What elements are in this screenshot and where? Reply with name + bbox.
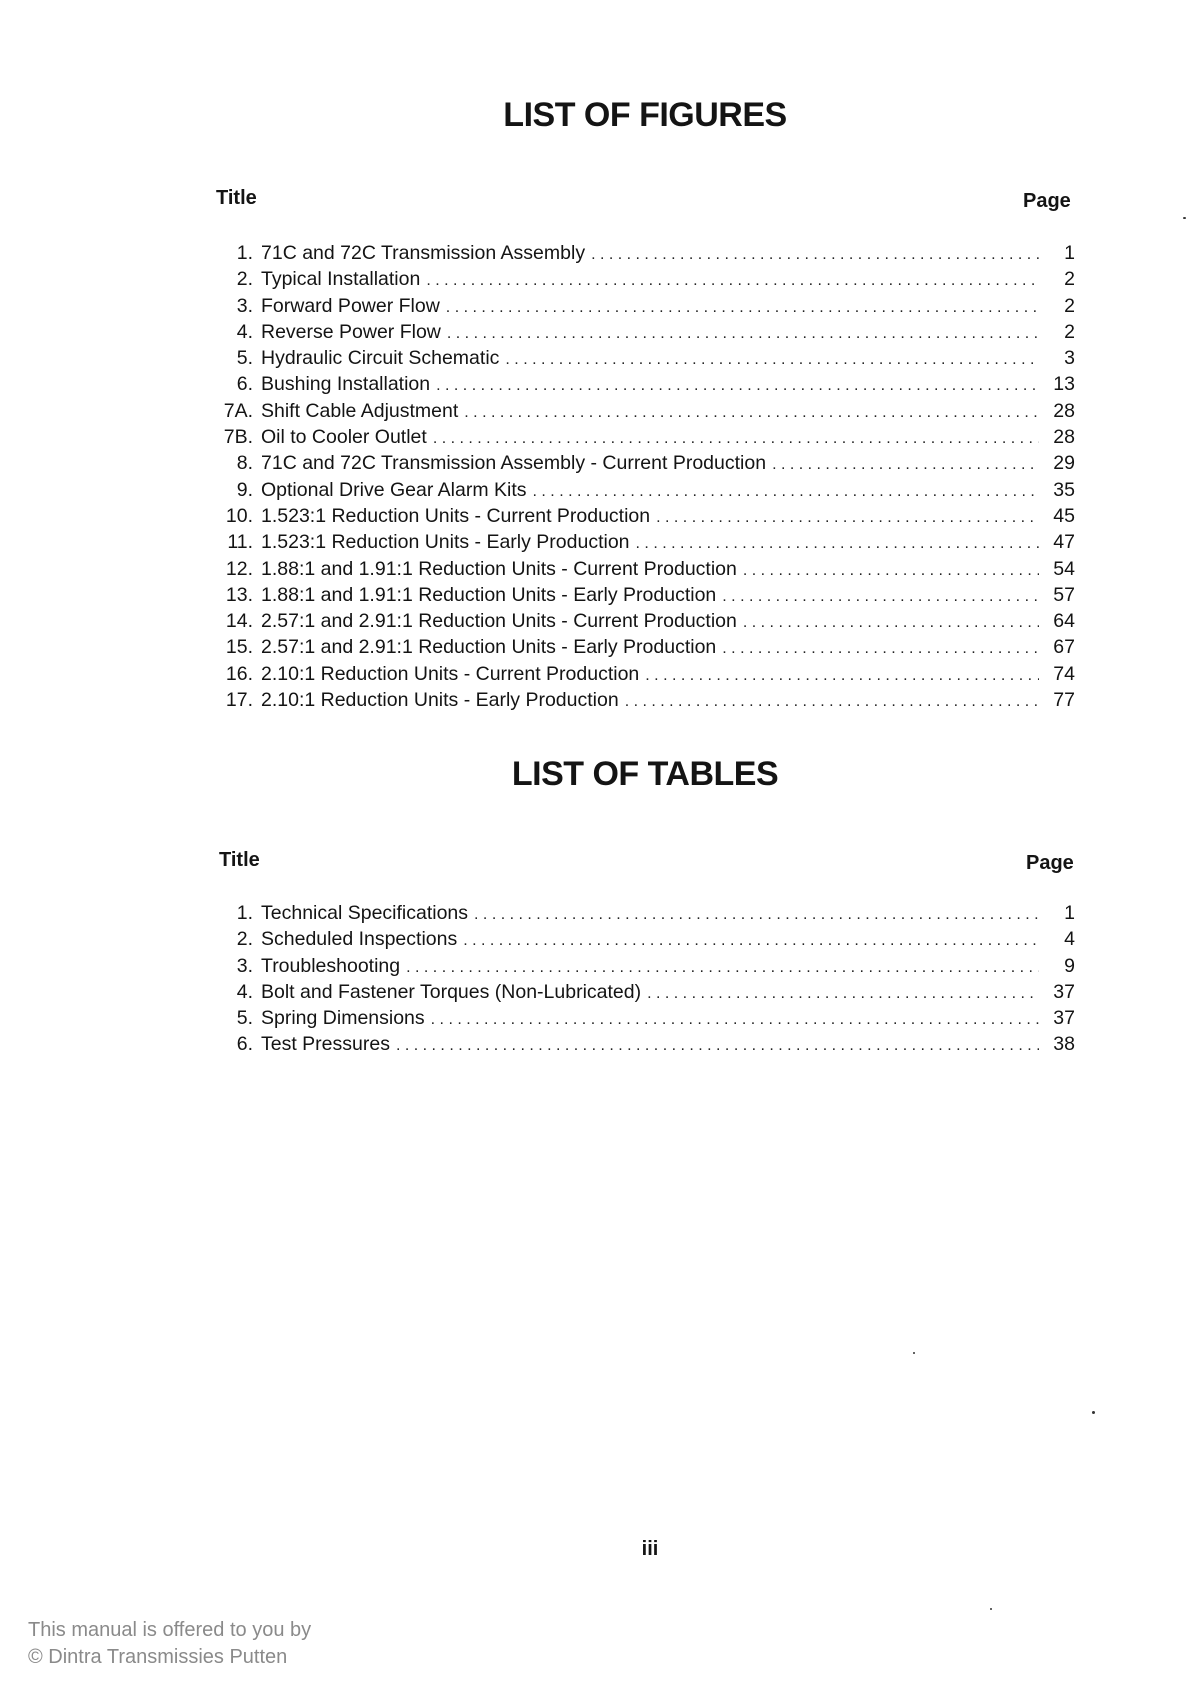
scan-speck: [1183, 217, 1186, 219]
dot-leader: [436, 373, 1039, 399]
list-item: [215, 661, 1075, 687]
list-item: [215, 371, 1075, 397]
entry-number: 12.: [225, 557, 253, 580]
entry-number: 5.: [236, 347, 253, 370]
dot-leader: [474, 902, 1039, 928]
dot-leader: [591, 242, 1039, 268]
entry-page: 13: [1053, 373, 1075, 396]
page-number: iii: [641, 1538, 659, 1560]
entry-page: 67: [1053, 636, 1075, 659]
entry-page: 47: [1053, 531, 1075, 554]
dot-leader: [447, 321, 1039, 347]
entry-number: 9.: [236, 478, 253, 501]
entry-title: 71C and 72C Transmission Assembly - Current Production: [261, 452, 767, 475]
entry-page: 77: [1053, 689, 1075, 712]
dot-leader: [396, 1033, 1039, 1059]
dot-leader: [446, 295, 1039, 321]
entry-page: 9: [1064, 954, 1075, 977]
dot-leader: [647, 981, 1039, 1007]
entry-title: Reverse Power Flow: [261, 320, 441, 343]
dot-leader: [426, 268, 1039, 294]
list-item: [215, 266, 1075, 292]
entry-page: 3: [1064, 347, 1075, 370]
tables-page-column-header: Page: [1026, 852, 1074, 874]
dot-leader: [406, 955, 1039, 981]
entry-page: 2: [1064, 294, 1075, 317]
entry-page: 38: [1053, 1033, 1075, 1056]
entry-page: 4: [1064, 928, 1075, 951]
entry-title: Technical Specifications: [261, 902, 469, 924]
entry-page: 54: [1053, 557, 1075, 580]
entry-title: Scheduled Inspections: [261, 928, 458, 951]
entry-title: 2.10:1 Reduction Units - Early Production: [261, 689, 619, 712]
entry-number: 6.: [236, 1033, 253, 1056]
dot-leader: [636, 531, 1039, 557]
entry-page: 1: [1064, 902, 1075, 924]
entry-number: 7B.: [223, 426, 253, 449]
figures-page-column-header: Page: [1023, 190, 1071, 212]
entry-number: 2.: [236, 268, 253, 291]
tables-title-column-header: Title: [219, 849, 260, 871]
entry-number: 3.: [236, 294, 253, 317]
entry-page: 45: [1053, 504, 1075, 527]
entry-title: 2.10:1 Reduction Units - Current Production: [261, 662, 640, 685]
entry-page: 28: [1053, 426, 1075, 449]
list-item: [215, 582, 1075, 608]
dot-leader: [656, 505, 1039, 531]
entry-number: 17.: [225, 689, 253, 712]
footer-line-1: This manual is offered to you by: [28, 1619, 312, 1641]
list-item: [215, 1031, 1075, 1057]
list-item: [215, 529, 1075, 555]
entry-number: 4.: [236, 320, 253, 343]
scan-speck: [1092, 1411, 1095, 1414]
entry-page: 2: [1064, 320, 1075, 343]
entry-title: Bushing Installation: [261, 373, 431, 396]
list-item: [215, 979, 1075, 1005]
list-item: [215, 953, 1075, 979]
dot-leader: [645, 663, 1039, 689]
entry-number: 8.: [236, 452, 253, 475]
dot-leader: [463, 928, 1039, 954]
entry-number: 14.: [225, 610, 253, 633]
entry-number: 2.: [236, 928, 253, 951]
list-item: [215, 556, 1075, 582]
entry-number: 1.: [236, 242, 253, 264]
entry-title: Typical Installation: [261, 268, 421, 291]
list-of-figures-heading: LIST OF FIGURES: [503, 96, 787, 134]
entry-number: 6.: [236, 373, 253, 396]
list-item: [215, 293, 1075, 319]
list-item: [215, 240, 1075, 266]
tables-list: [215, 900, 1075, 1058]
entry-number: 16.: [225, 662, 253, 685]
entry-number: 4.: [236, 980, 253, 1003]
dot-leader: [433, 426, 1039, 452]
entry-title: Troubleshooting: [261, 954, 401, 977]
list-item: [215, 477, 1075, 503]
scan-speck: [913, 1352, 915, 1354]
entry-title: Shift Cable Adjustment: [261, 399, 459, 422]
entry-page: 1: [1064, 242, 1075, 264]
dot-leader: [431, 1007, 1039, 1033]
list-item: [215, 687, 1075, 713]
entry-page: 2: [1064, 268, 1075, 291]
entry-title: 1.88:1 and 1.91:1 Reduction Units - Early Production: [261, 583, 717, 606]
entry-page: 37: [1053, 1007, 1075, 1030]
figures-list: [215, 240, 1075, 713]
list-item: [215, 634, 1075, 660]
figures-title-column-header: Title: [216, 187, 257, 209]
entry-title: Oil to Cooler Outlet: [261, 426, 427, 449]
entry-page: 64: [1053, 610, 1075, 633]
list-item: [215, 900, 1075, 926]
dot-leader: [533, 479, 1039, 505]
entry-title: Test Pressures: [261, 1033, 390, 1056]
entry-title: Spring Dimensions: [261, 1007, 425, 1030]
entry-title: 1.523:1 Reduction Units - Current Production: [261, 504, 651, 527]
list-item: [215, 345, 1075, 371]
entry-page: 28: [1053, 399, 1075, 422]
scan-speck: [990, 1608, 992, 1610]
entry-number: 3.: [236, 954, 253, 977]
dot-leader: [772, 452, 1039, 478]
entry-number: 5.: [236, 1007, 253, 1030]
entry-title: Hydraulic Circuit Schematic: [261, 347, 500, 370]
entry-number: 10.: [225, 504, 253, 527]
list-item: [215, 424, 1075, 450]
entry-title: Optional Drive Gear Alarm Kits: [261, 478, 527, 501]
entry-title: 2.57:1 and 2.91:1 Reduction Units - Early Production: [261, 636, 717, 659]
entry-page: 74: [1053, 662, 1075, 685]
entry-number: 13.: [225, 583, 253, 606]
dot-leader: [625, 689, 1039, 715]
dot-leader: [722, 636, 1039, 662]
entry-title: 1.88:1 and 1.91:1 Reduction Units - Current Production: [261, 557, 737, 580]
entry-title: 2.57:1 and 2.91:1 Reduction Units - Current Production: [261, 610, 737, 633]
entry-title: 1.523:1 Reduction Units - Early Production: [261, 531, 630, 554]
entry-title: Forward Power Flow: [261, 294, 440, 317]
dot-leader: [464, 400, 1039, 426]
list-item: [215, 1005, 1075, 1031]
entry-page: 57: [1053, 583, 1075, 606]
list-of-tables-heading: LIST OF TABLES: [511, 755, 779, 793]
list-item: [215, 398, 1075, 424]
entry-page: 35: [1053, 478, 1075, 501]
entry-title: 71C and 72C Transmission Assembly: [261, 242, 586, 264]
entry-number: 15.: [225, 636, 253, 659]
dot-leader: [505, 347, 1039, 373]
footer-line-2: © Dintra Transmissies Putten: [28, 1646, 288, 1668]
list-item: [215, 319, 1075, 345]
list-item: [215, 503, 1075, 529]
entry-page: 37: [1053, 980, 1075, 1003]
list-item: [215, 608, 1075, 634]
entry-number: 1.: [236, 902, 253, 924]
dot-leader: [743, 610, 1039, 636]
entry-page: 29: [1053, 452, 1075, 475]
entry-number: 11.: [227, 531, 253, 554]
footer-credit: [28, 1617, 311, 1671]
dot-leader: [722, 584, 1039, 610]
dot-leader: [743, 558, 1039, 584]
list-item: [215, 926, 1075, 952]
entry-title: Bolt and Fastener Torques (Non-Lubricated): [261, 980, 642, 1003]
entry-number: 7A.: [223, 399, 253, 422]
list-item: [215, 450, 1075, 476]
